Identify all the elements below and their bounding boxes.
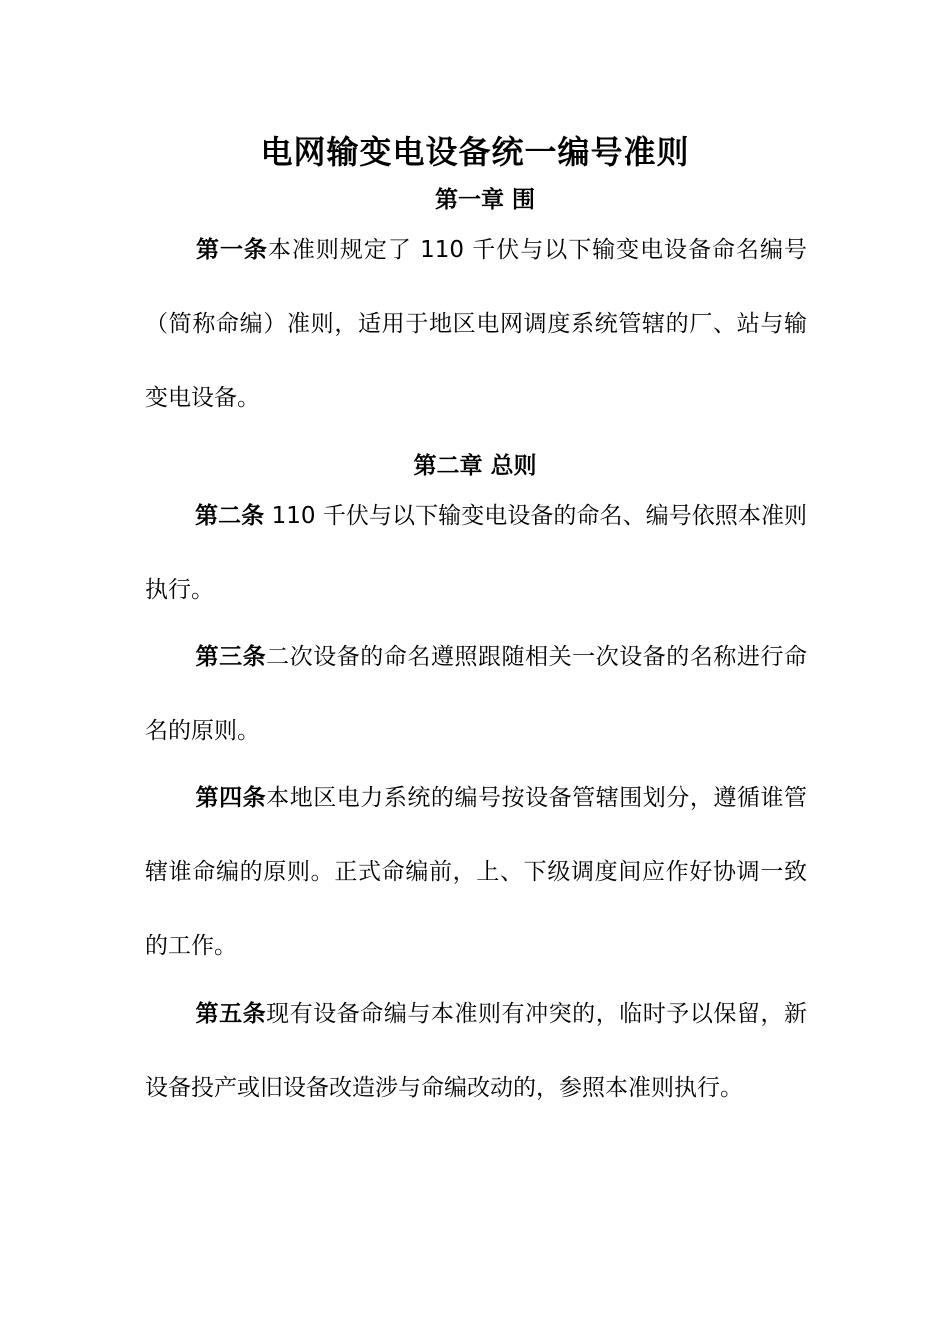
chapter-2-heading: 第二章 总则 <box>413 453 537 479</box>
article-1 <box>145 213 807 435</box>
article-4-lead: 第四条 <box>195 785 267 811</box>
article-5-text: 现有设备命编与本准则有冲突的，临时予以保留，新设备投产或旧设备改造涉与命编改动的，参照本准则执行。 <box>145 1001 808 1101</box>
article-1-text: 本准则规定了 110 千伏与以下输变电设备命名编号（简称命编）准则，适用于地区电网调度系统管辖的厂、站与输变电设备。 <box>145 237 807 411</box>
article-4 <box>145 761 807 983</box>
chapter-1-heading: 第一章 围 <box>434 187 535 213</box>
article-2 <box>145 479 807 627</box>
article-5 <box>145 977 807 1125</box>
article-3-text: 二次设备的命名遵照跟随相关一次设备的名称进行命名的原则。 <box>145 644 808 744</box>
article-2-text: 110 千伏与以下输变电设备的命名、编号依照本准则执行。 <box>145 503 807 603</box>
article-3-lead: 第三条 <box>195 644 267 670</box>
article-4-text: 本地区电力系统的编号按设备管辖围划分，遵循谁管辖谁命编的原则。正式命编前，上、下级调度间应作好协调一致的工作。 <box>145 785 808 959</box>
article-2-lead: 第二条 <box>195 503 265 529</box>
article-1-lead: 第一条 <box>195 237 268 263</box>
article-3 <box>145 620 807 768</box>
document-title: 电网输变电设备统一编号准则 <box>260 133 690 171</box>
article-5-lead: 第五条 <box>195 1001 267 1027</box>
